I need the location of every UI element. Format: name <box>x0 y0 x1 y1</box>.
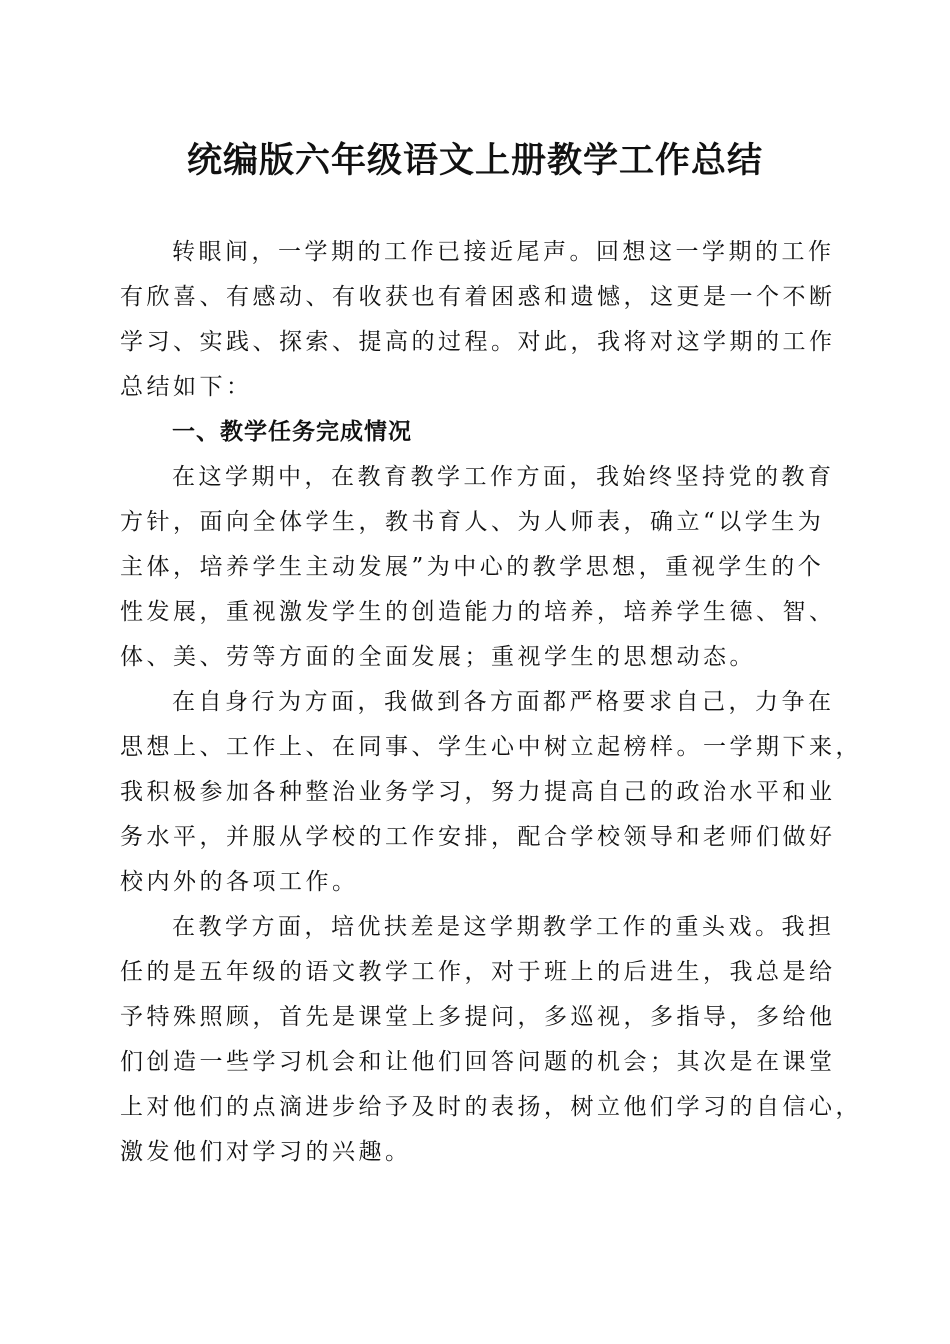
text-line: 们创造一些学习机会和让他们回答问题的机会；其次是在课堂 <box>120 1049 836 1075</box>
text-line: 予特殊照顾，首先是课堂上多提问，多巡视，多指导，多给他 <box>120 1004 836 1030</box>
text-line: 学习、实践、探索、提高的过程。对此，我将对这学期的工作 <box>120 329 836 355</box>
text-line: 我积极参加各种整治业务学习，努力提高自己的政治水平和业 <box>120 779 836 805</box>
text-line: 务水平，并服从学校的工作安排，配合学校领导和老师们做好 <box>120 824 836 850</box>
text-line: 主体，培养学生主动发展”为中心的教学思想，重视学生的个 <box>120 554 825 580</box>
text-line: 校内外的各项工作。 <box>120 869 359 895</box>
text-line: 方针，面向全体学生，教书育人、为人师表，确立“以学生为 <box>120 509 825 535</box>
section-heading: 一、教学任务完成情况 <box>172 419 412 445</box>
text-line: 在自身行为方面，我做到各方面都严格要求自己，力争在 <box>172 689 835 715</box>
text-line: 转眼间，一学期的工作已接近尾声。回想这一学期的工作 <box>172 239 835 265</box>
text-line: 激发他们对学习的兴趣。 <box>120 1139 412 1165</box>
document-title: 统编版六年级语文上册教学工作总结 <box>186 140 763 181</box>
paragraph-intro <box>120 230 836 410</box>
text-line: 有欣喜、有感动、有收获也有着困惑和遗憾，这更是一个不断 <box>120 284 836 310</box>
paragraph-teaching <box>120 905 862 1175</box>
text-line: 体、美、劳等方面的全面发展；重视学生的思想动态。 <box>120 644 756 670</box>
text-line: 在教学方面，培优扶差是这学期教学工作的重头戏。我担 <box>172 914 835 940</box>
text-line: 性发展，重视激发学生的创造能力的培养，培养学生德、智、 <box>120 599 836 625</box>
text-line: 思想上、工作上、在同事、学生心中树立起榜样。一学期下来， <box>120 734 862 760</box>
text-line: 任的是五年级的语文教学工作，对于班上的后进生，我总是给 <box>120 959 836 985</box>
text-line: 在这学期中，在教育教学工作方面，我始终坚持党的教育 <box>172 464 835 490</box>
paragraph-education <box>120 455 836 680</box>
document-body <box>120 230 862 1175</box>
text-line: 总结如下： <box>120 374 253 400</box>
text-line: 上对他们的点滴进步给予及时的表扬，树立他们学习的自信心， <box>120 1094 862 1120</box>
paragraph-conduct <box>120 680 862 905</box>
